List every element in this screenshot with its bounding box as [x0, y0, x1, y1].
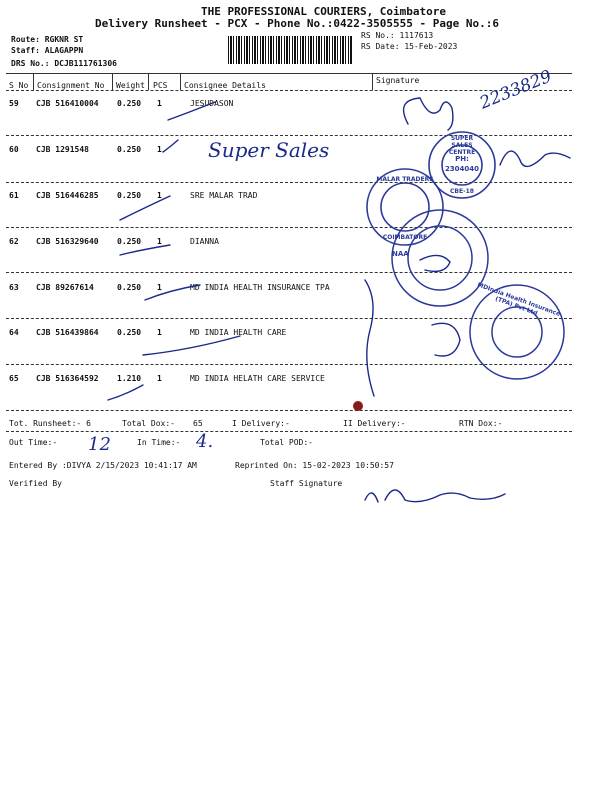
stamp-malar-traders: MALAR TRADERS	[376, 176, 434, 183]
row-sno: 62	[9, 237, 19, 246]
row-pcs: 1	[157, 191, 162, 200]
stamp-super-sales-outer: SUPER SALES CENTRE	[448, 135, 476, 156]
signature-number: 2233829	[477, 66, 555, 114]
row-weight: 0.250	[117, 191, 142, 200]
rtn-dox-label: RTN Dox:-	[459, 419, 503, 428]
row-details: MD INDIA HEALTH CARE	[190, 328, 287, 337]
stamp-md-india: MDIndia Health Insurance (TPA) Pvt Ltd	[476, 281, 562, 318]
tick-mark	[163, 140, 178, 152]
tick-mark	[143, 336, 240, 355]
stamp-cbe: CBE-18	[450, 188, 474, 195]
signature-scrawl	[365, 280, 374, 396]
row-pcs: 1	[157, 283, 162, 292]
total-pod-label: Total POD:-	[260, 438, 313, 447]
row-pcs: 1	[157, 237, 162, 246]
stamp-ph-number: 2304040	[444, 165, 480, 173]
row-consignment: CJB 516329640	[36, 237, 99, 246]
row-weight: 0.250	[117, 99, 142, 108]
row-details: DIANNA	[190, 237, 219, 246]
rs-number: RS No.: 1117613	[361, 31, 434, 40]
entered-by: Entered By :DIVYA 2/15/2023 10:41:17 AM	[9, 461, 197, 470]
ink-smudge	[353, 401, 363, 411]
column-header-signature: Signature	[376, 76, 420, 85]
out-time-label: Out Time:-	[9, 438, 58, 447]
i-delivery-label: I Delivery:-	[232, 419, 290, 428]
stamp-coimbatore: COIMBATORE	[382, 234, 428, 241]
total-dox-label: Total Dox:-	[122, 419, 175, 428]
row-consignment: CJB 516364592	[36, 374, 99, 383]
ii-delivery-label: II Delivery:-	[343, 419, 406, 428]
in-time-handwritten: 4.	[196, 431, 214, 452]
drs-number: DRS No.: DCJB111761306	[11, 59, 117, 68]
signature-scrawl	[420, 255, 450, 271]
row-consignment: CJB 516439864	[36, 328, 99, 337]
row-pcs: 1	[157, 374, 162, 383]
row-details: MD INDIA HEALTH INSURANCE TPA	[190, 283, 330, 292]
column-header-consignment: Consignment No	[37, 81, 105, 90]
row-weight: 0.250	[117, 283, 142, 292]
row-details: MD INDIA HELATH CARE SERVICE	[190, 374, 325, 383]
tick-mark	[108, 385, 143, 400]
column-header-sno: S No	[9, 81, 29, 90]
signature-scrawl	[500, 151, 570, 166]
row-consignment: CJB 516446285	[36, 191, 99, 200]
total-runsheet: Tot. Runsheet:- 6	[9, 419, 91, 428]
column-header-consignee: Consignee Details	[184, 81, 266, 90]
row60-handwritten-note: Super Sales	[208, 138, 330, 162]
total-dox-value: 65	[193, 419, 203, 428]
tick-mark	[145, 285, 200, 300]
row-weight: 0.250	[117, 328, 142, 337]
tick-mark	[120, 245, 170, 255]
signature-scrawl	[404, 98, 453, 130]
row-sno: 65	[9, 374, 19, 383]
row-sno: 59	[9, 99, 19, 108]
row-consignment: CJB 1291548	[36, 145, 89, 154]
reprinted-on: Reprinted On: 15-02-2023 10:50:57	[235, 461, 394, 470]
staff-signature-scrawl	[365, 490, 505, 502]
row-sno: 61	[9, 191, 19, 200]
row-pcs: 1	[157, 99, 162, 108]
document-title: THE PROFESSIONAL COURIERS, Coimbatore	[201, 5, 447, 18]
stamp-ph-label: PH:	[455, 155, 469, 163]
column-header-weight: Weight	[116, 81, 145, 90]
row-sno: 60	[9, 145, 19, 154]
row-pcs: 1	[157, 328, 162, 337]
row-consignment: CJB 516410004	[36, 99, 99, 108]
tick-mark	[120, 196, 170, 220]
row-sno: 64	[9, 328, 19, 337]
column-header-pcs: PCS	[153, 81, 168, 90]
row-weight: 0.250	[117, 237, 142, 246]
route-label: Route: RGKNR ST	[11, 35, 84, 44]
in-time-label: In Time:-	[137, 438, 181, 447]
document-subtitle: Delivery Runsheet - PCX - Phone No.:0422-3505555 - Page No.:6	[95, 17, 499, 30]
verified-by-label: Verified By	[9, 479, 62, 488]
row-details: SRE MALAR TRAD	[190, 191, 258, 200]
rs-date: RS Date: 15-Feb-2023	[361, 42, 458, 51]
row-weight: 0.250	[117, 145, 142, 154]
staff-signature-label: Staff Signature	[270, 479, 343, 488]
stamp-naa: NAA	[392, 250, 409, 258]
row-pcs: 1	[157, 145, 162, 154]
row-sno: 63	[9, 283, 19, 292]
out-time-handwritten: 12	[88, 434, 111, 455]
row-consignment: CJB 89267614	[36, 283, 94, 292]
row-details: JESUDASON	[190, 99, 234, 108]
signature-scrawl	[432, 323, 460, 356]
tick-mark	[168, 102, 215, 120]
row-weight: 1.210	[117, 374, 142, 383]
staff-label: Staff: ALAGAPPN	[11, 46, 84, 55]
